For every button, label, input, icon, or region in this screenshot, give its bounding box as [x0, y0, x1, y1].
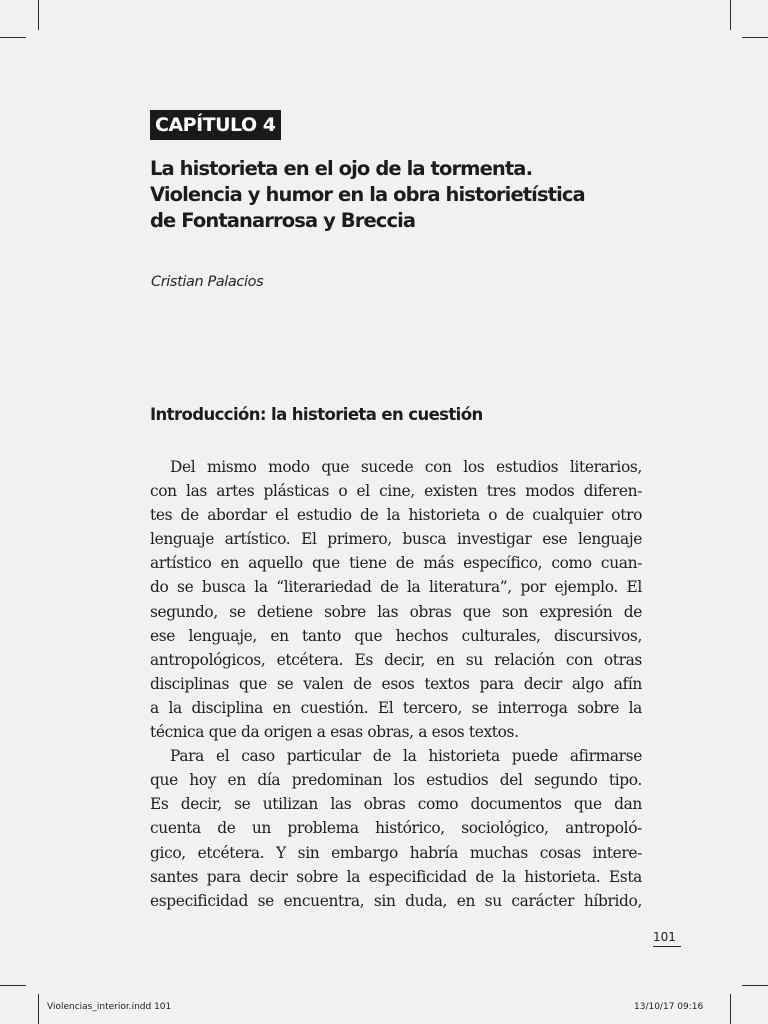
- body-line: lenguaje artístico. El primero, busca investigar ese lenguaje: [150, 530, 642, 549]
- body-line: segundo, se detiene sobre las obras que son expresión de: [150, 602, 642, 621]
- body-line: do se busca la “literariedad de la literatura”, por ejemplo. El: [150, 578, 642, 597]
- body-line: antropológicos, etcétera. Es decir, en su relación con otras: [150, 650, 642, 669]
- crop-mark: [742, 985, 768, 986]
- body-line: que hoy en día predominan los estudios del segundo tipo.: [150, 771, 642, 790]
- chapter-title-line: de Fontanarrosa y Breccia: [150, 209, 416, 232]
- body-line: Es decir, se utilizan las obras como documentos que dan: [150, 795, 642, 814]
- crop-mark: [730, 0, 731, 30]
- body-line: disciplinas que se valen de esos textos para decir algo afín: [150, 674, 642, 693]
- crop-mark: [0, 985, 26, 986]
- chapter-title-line: Violencia y humor en la obra historietística: [150, 183, 585, 206]
- body-line: Para el caso particular de la historieta puede afirmarse: [170, 747, 642, 766]
- crop-mark: [38, 994, 39, 1024]
- body-line: técnica que da origen a esas obras, a esos textos.: [150, 723, 519, 742]
- body-line: ese lenguaje, en tanto que hechos culturales, discursivos,: [150, 626, 642, 645]
- chapter-title: [150, 156, 670, 234]
- body-line: cuenta de un problema histórico, sociológico, antropoló-: [150, 819, 642, 838]
- crop-mark: [0, 37, 26, 38]
- body-line: santes para decir sobre la especificidad de la historieta. Esta: [150, 867, 642, 886]
- body-line: gico, etcétera. Y sin embargo habría muchas cosas intere-: [150, 843, 642, 862]
- body-line: Del mismo modo que sucede con los estudios literarios,: [170, 458, 642, 476]
- print-slug-datetime: 13/10/17 09:16: [634, 1002, 704, 1012]
- body-text: [150, 455, 642, 913]
- body-line: con las artes plásticas o el cine, existen tres modos diferen-: [150, 482, 642, 501]
- crop-mark: [38, 0, 39, 30]
- page-number: 101: [653, 930, 681, 947]
- body-line: especificidad se encuentra, sin duda, en su carácter híbrido,: [150, 891, 642, 910]
- author-name: Cristian Palacios: [151, 274, 264, 290]
- chapter-label: CAPÍTULO 4: [150, 110, 281, 140]
- body-line: artístico en aquello que tiene de más específico, como cuan-: [150, 554, 642, 573]
- body-line: a la disciplina en cuestión. El tercero, se interroga sobre la: [150, 698, 642, 717]
- crop-mark: [742, 37, 768, 38]
- section-heading: Introducción: la historieta en cuestión: [150, 405, 483, 424]
- crop-mark: [730, 994, 731, 1024]
- print-slug-file: Violencias_interior.indd 101: [47, 1002, 172, 1012]
- body-line: tes de abordar el estudio de la historieta o de cualquier otro: [150, 506, 642, 525]
- chapter-title-line: La historieta en el ojo de la tormenta.: [150, 157, 533, 180]
